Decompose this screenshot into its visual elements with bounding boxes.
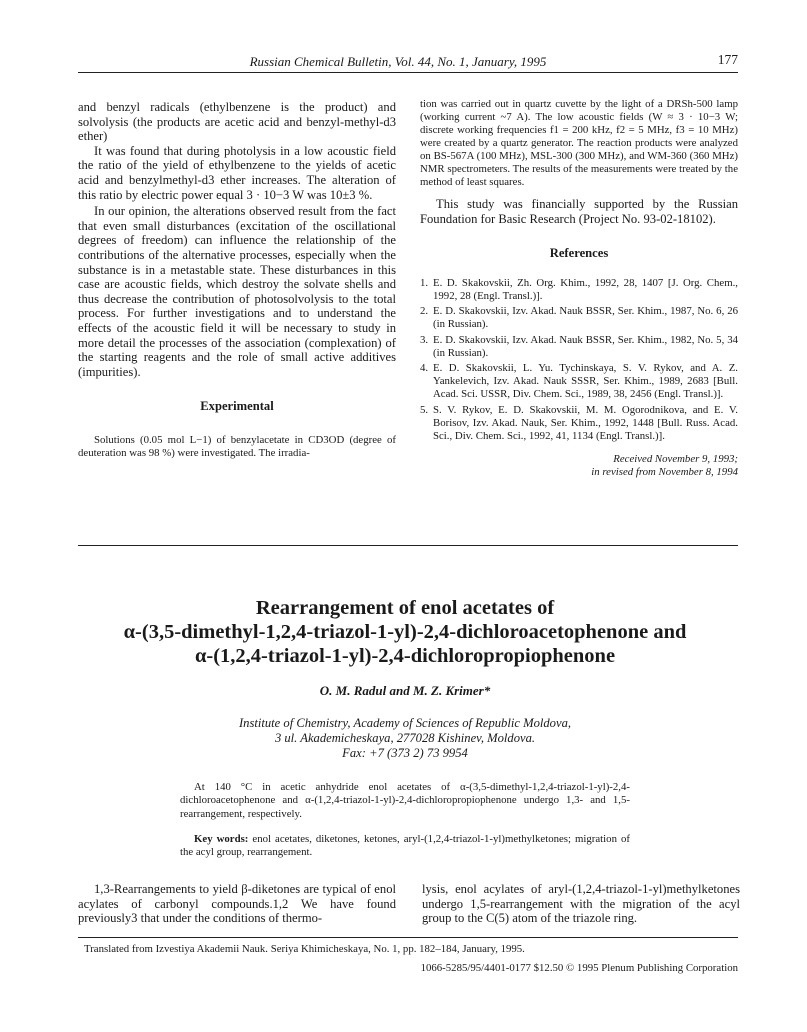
keywords-label: Key words: — [194, 833, 249, 845]
reference-item — [420, 305, 738, 331]
reference-number: 5. — [420, 403, 429, 416]
abstract: At 140 °C in acetic anhydride enol acetates of α-(3,5-dimethyl-1,2,4-triazol-1-yl)-2,4-dichloroacetophenone and α-(1,2,4-triazol-1-yl)-2,4-dichloropropiophenone undergo 1,3- and 1,5-rearrangement, respectively. — [180, 781, 630, 820]
body-right: lysis, enol acylates of aryl-(1,2,4-triazol-1-yl)methylketones undergo 1,5-rearrangement with the migration of the acyl group to the C(5) atom of the triazole ring. — [422, 882, 740, 926]
copyright-line: 1066-5285/95/4401-0177 $12.50 © 1995 Plenum Publishing Corporation — [420, 962, 738, 974]
funding-paragraph: This study was financially supported by the Russian Foundation for Basic Research (Project No. 93-02-18102). — [420, 197, 738, 226]
reference-text: E. D. Skakovskii, Zh. Org. Khim., 1992, 28, 1407 [J. Org. Chem., 1992, 28 (Engl. Transl.)]. — [433, 276, 738, 302]
journal-citation: Russian Chemical Bulletin, Vol. 44, No. 1, January, 1995 — [249, 54, 547, 69]
reference-number: 2. — [420, 305, 429, 318]
reference-text: E. D. Skakovskii, Izv. Akad. Nauk BSSR, Ser. Khim., 1982, No. 5, 34 (in Russian). — [433, 333, 738, 359]
affiliation-line-1: Institute of Chemistry, Academy of Sciences of Republic Moldova, — [238, 716, 572, 730]
authors: O. M. Radul and M. Z. Krimer* — [319, 683, 491, 698]
experimental-heading: Experimental — [200, 399, 274, 414]
left-paragraph-1: and benzyl radicals (ethylbenzene is the product) and solvolysis (the products are acetic acid and benzyl-methyl-d3 ether) — [78, 100, 396, 144]
body-left: 1,3-Rearrangements to yield β-diketones are typical of enol acylates of carbonyl compounds.1,2 We have found previously3 that under the conditions of thermo- — [78, 882, 396, 926]
received-date: Received November 9, 1993; — [613, 453, 738, 466]
affiliation-fax: Fax: +7 (373 2) 73 9954 — [342, 746, 468, 760]
revised-date: in revised from November 8, 1994 — [591, 466, 738, 479]
reference-number: 4. — [420, 362, 429, 374]
reference-text: S. V. Rykov, E. D. Skakovskii, M. M. Ogorodnikova, and E. V. Borisov, Izv. Akad. Nauk, Ser. Khim., 1992, 1448 [Bull. Russ. Acad. Sci., Div. Chem. Sci., 1992, 41, 1134 (Engl. Transl.)]. — [433, 403, 738, 443]
left-paragraph-3: In our opinion, the alterations observed result from the fact that even small disturbances (excitation of the oscillational degrees of freedom) can influence the relationship of the contributions of the alternative processes, especially when the substance is in a metastable state. These disturbances in this case are acoustic fields, which destroy the solvate shells and thus decrease the contribution of photosolvolysis to the total process. For further investigations and to understand the effects of the acoustic field it will be necessary to study in more detail the processes of the association (complexation) of the starting reagents and the role of small active additives (impurities). — [78, 204, 396, 379]
footer-rule — [78, 937, 738, 938]
page-number: 177 — [717, 52, 738, 67]
running-header — [78, 52, 738, 70]
title-line-2: α-(3,5-dimethyl-1,2,4-triazol-1-yl)-2,4-dichloroacetophenone and — [123, 621, 687, 643]
right-column — [420, 98, 738, 479]
title-line-1: Rearrangement of enol acetates of — [255, 597, 555, 619]
header-rule — [78, 72, 738, 73]
left-paragraph-2: It was found that during photolysis in a low acoustic field the ratio of the yield of ethylbenzene to the yields of acetic acid and benzylmethyl-d3 ether increases. The alteration of this ratio by electric power equal 3 · 10−3 W was 10±3 %. — [78, 143, 396, 202]
right-paragraph-1: tion was carried out in quartz cuvette by the light of a DRSh-500 lamp (working current ~7 A). The low acoustic fields (W ≈ 3 · 10−3 W; discrete working frequencies f1 = 200 kHz, f2 = 5 MHz, f3 = 10 MHz) were created by a quartz generator. The reaction products were analyzed on BS-567A (100 MHz), MSL-300 (300 MHz), and WM-360 (360 MHz) NMR spectrometers. The results of the measurements were treated by the method of least squares. — [420, 98, 738, 188]
references-heading: References — [549, 246, 609, 261]
translation-note: Translated from Izvestiya Akademii Nauk. Seriya Khimicheskaya, No. 1, pp. 182–184, January, 1995. — [84, 943, 525, 955]
keywords — [180, 833, 630, 860]
reference-item — [420, 277, 738, 303]
affiliation-line-2: 3 ul. Akademicheskaya, 277028 Kishinev, Moldova. — [274, 731, 536, 745]
reference-number: 3. — [420, 333, 429, 346]
affiliation — [60, 716, 750, 761]
reference-text: E. D. Skakovskii, Izv. Akad. Nauk BSSR, Ser. Khim., 1987, No. 6, 26 (in Russian). — [433, 305, 738, 331]
article-title — [60, 596, 750, 668]
reference-number: 1. — [420, 276, 429, 289]
reference-item — [420, 362, 738, 402]
title-line-3: α-(1,2,4-triazol-1-yl)-2,4-dichloropropiophenone — [194, 645, 616, 667]
keywords-text: enol acetates, diketones, ketones, aryl-(1,2,4-triazol-1-yl)methylketones; migration of the acyl group, rearrangement. — [180, 833, 630, 859]
reference-item — [420, 334, 738, 360]
left-column — [78, 100, 396, 460]
reference-text: E. D. Skakovskii, L. Yu. Tychinskaya, S. V. Rykov, and A. Z. Yankelevich, Izv. Akad. Nauk SSSR, Ser. Khim., 1989, 2683 [Bull. Acad. Sci. USSR, Div. Chem. Sci., 1989, 38, 2456 (Engl. Transl.)]. — [433, 362, 738, 401]
reference-item — [420, 404, 738, 444]
article-separator-rule — [78, 545, 738, 546]
references-list — [420, 277, 738, 443]
left-paragraph-4: Solutions (0.05 mol L−1) of benzylacetate in CD3OD (degree of deuteration was 98 %) were investigated. The irradia- — [78, 433, 396, 459]
